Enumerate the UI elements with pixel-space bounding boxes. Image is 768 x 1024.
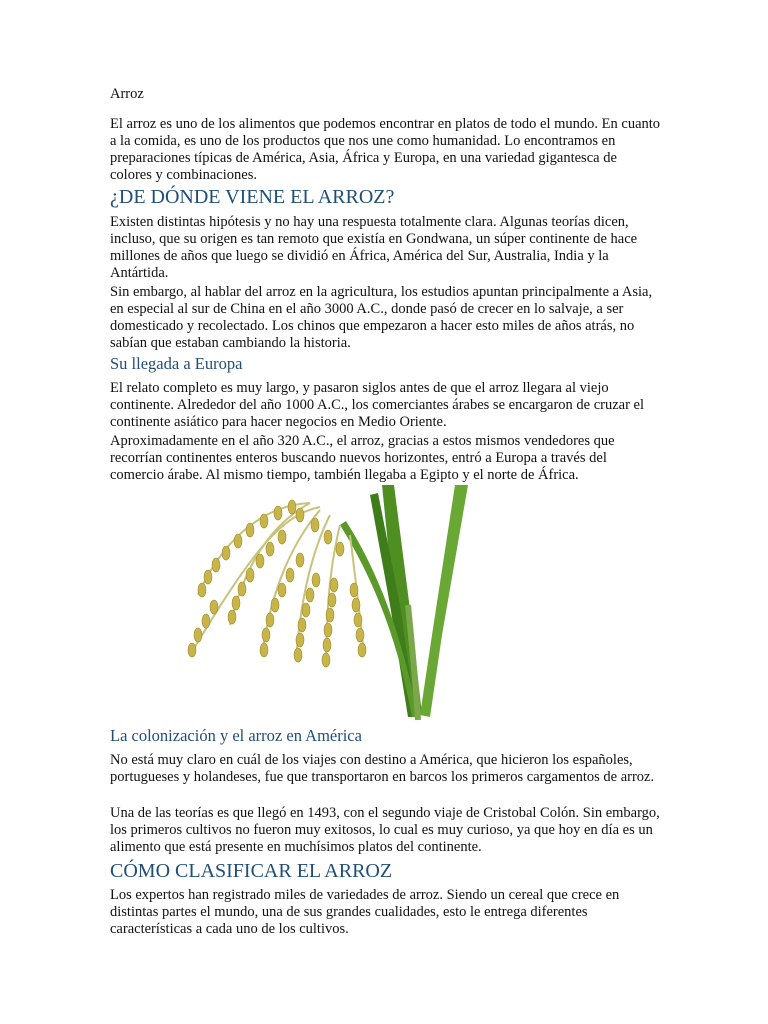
europa-paragraph-2: Aproximadamente en el año 320 A.C., el arroz, gracias a estos mismos vendedores que recorrían continentes enteros buscando nuevos horizontes, entró a Europa a través del comercio árabe. Al mismo tiempo, también llegaba a Egipto y el norte de África. <box>110 433 615 483</box>
america-paragraph-1: No está muy claro en cuál de los viajes con destino a América, que hicieron los españoles, portugueses y holandeses, fue que transportaron en barcos los primeros cargamentos de arroz. <box>110 752 655 785</box>
heading-america: La colonización y el arroz en América <box>110 726 362 745</box>
rice-plant-image <box>150 485 480 725</box>
europa-paragraph-1: El relato completo es muy largo, y pasaron siglos antes de que el arroz llegara al viejo continente. Alrededor del año 1000 A.C., los comerciantes árabes se encargaron de cruzar el continente asiático para hacer negocios en Medio Oriente. <box>110 380 645 430</box>
clasificar-paragraph-1: Los expertos han registrado miles de variedades de arroz. Siendo un cereal que crece en distintas partes el mundo, una de sus grandes cualidades, esto le entrega diferentes características a cada uno de los cultivos. <box>110 887 620 937</box>
document-title: Arroz <box>110 86 144 102</box>
rice-plant-illustration <box>150 485 480 725</box>
america-paragraph-2: Una de las teorías es que llegó en 1493, con el segundo viaje de Cristobal Colón. Sin embargo, los primeros cultivos no fueron muy exitosos, lo cual es muy curioso, ya que hoy en día es un alimento que está presente en muchísimos platos del continente. <box>110 805 660 855</box>
heading-clasificar: CÓMO CLASIFICAR EL ARROZ <box>110 860 393 882</box>
origen-paragraph-2: Sin embargo, al hablar del arroz en la agricultura, los estudios apuntan principalmente a Asia, en especial al sur de China en el año 3000 A.C., donde pasó de crecer en lo salvaje, a ser domesticado y recolectado. Los chinos que empezaron a hacer esto miles de años atrás, no sabían que estaban cambiando la historia. <box>110 284 653 351</box>
heading-origen: ¿DE DÓNDE VIENE EL ARROZ? <box>110 186 395 208</box>
origen-paragraph-1: Existen distintas hipótesis y no hay una respuesta totalmente clara. Algunas teorías dicen, incluso, que su origen es tan remoto que existía en Gondwana, un súper continente de hace millones de años que luego se dividió en África, América del Sur, Australia, India y la Antártida. <box>110 214 638 281</box>
heading-europa: Su llegada a Europa <box>110 354 243 373</box>
intro-paragraph: El arroz es uno de los alimentos que podemos encontrar en platos de todo el mundo. En cuanto a la comida, es uno de los productos que nos une como humanidad. Lo encontramos en preparaciones típicas de América, Asia, África y Europa, en una variedad gigantesca de colores y combinaciones. <box>110 116 661 183</box>
